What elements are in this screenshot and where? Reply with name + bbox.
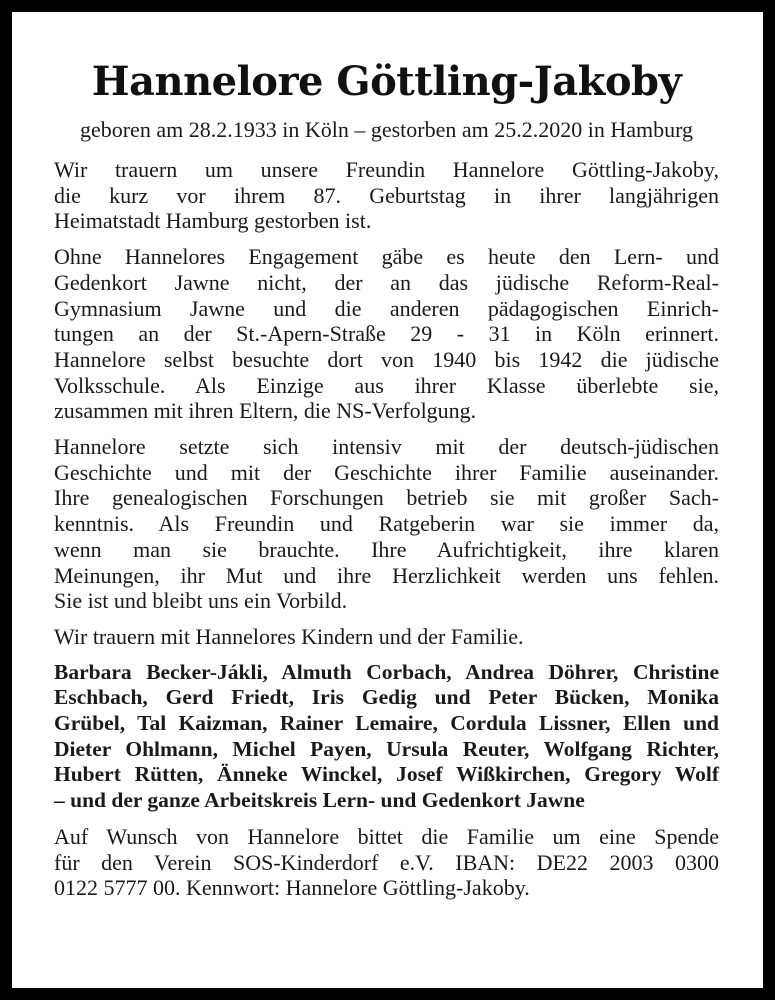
paragraph-mourning xyxy=(54,157,719,234)
mourners-line: Eschbach, Gerd Friedt, Iris Gedig und Peter Bücken, Monika xyxy=(54,685,719,710)
text-line: für den Verein SOS-Kinderdorf e.V. IBAN: DE22 2003 0300 xyxy=(54,849,719,875)
paragraph-biography xyxy=(54,434,719,614)
text-line: Ohne Hannelores Engagement gäbe es heute den Lern- und xyxy=(54,244,719,270)
text-line: Ihre genealogischen Forschungen betrieb sie mit großer Sach- xyxy=(54,485,719,511)
text-line: Auf Wunsch von Hannelore bittet die Familie um eine Spende xyxy=(54,823,719,849)
text-line: kenntnis. Als Freundin und Ratgeberin war sie immer da, xyxy=(54,511,719,537)
text-line: die kurz vor ihrem 87. Geburtstag in ihrer langjährigen xyxy=(54,182,719,208)
text-line: Gymnasium Jawne und die anderen pädagogischen Einrich- xyxy=(54,295,719,321)
mourners-line: Barbara Becker-Jákli, Almuth Corbach, Andrea Döhrer, Christine xyxy=(54,659,719,684)
text-line: Hannelore setzte sich intensiv mit der deutsch-jüdischen xyxy=(54,434,719,460)
text-line: Heimatstadt Hamburg gestorben ist. xyxy=(54,208,372,234)
donation-request xyxy=(54,824,719,901)
text-line: Sie ist und bleibt uns ein Vorbild. xyxy=(54,588,348,614)
text-line: Hannelore selbst besuchte dort von 1940 bis 1942 die jüdische xyxy=(54,346,719,372)
text-line: Geschichte und mit der Geschichte ihrer Familie auseinander. xyxy=(54,459,719,485)
text-line: zusammen mit ihren Eltern, die NS-Verfolgung. xyxy=(54,398,477,424)
mourners-line: – und der ganze Arbeitskreis Lern- und Gedenkort Jawne xyxy=(54,788,585,813)
text-line: Meinungen, ihr Mut und ihre Herzlichkeit werden uns fehlen. xyxy=(54,562,719,588)
mourners-line: Dieter Ohlmann, Michel Payen, Ursula Reuter, Wolfgang Richter, xyxy=(54,736,719,761)
mourners-line: Hubert Rütten, Änneke Winckel, Josef Wißkirchen, Gregory Wolf xyxy=(54,762,719,787)
deceased-name: Hannelore Göttling-Jakoby xyxy=(91,58,682,105)
paragraph-family xyxy=(54,624,719,650)
text-line: wenn man sie brauchte. Ihre Aufrichtigkeit, ihre klaren xyxy=(54,536,719,562)
mourners-line: Grübel, Tal Kaizman, Rainer Lemaire, Cordula Lissner, Ellen und xyxy=(54,711,719,736)
text-line: 0122 5777 00. Kennwort: Hannelore Göttling-Jakoby. xyxy=(54,875,530,901)
text-line: Gedenkort Jawne nicht, der an das jüdische Reform-Real- xyxy=(54,269,719,295)
notice-content xyxy=(54,52,719,901)
paragraph-engagement xyxy=(54,244,719,424)
text-line: Wir trauern mit Hannelores Kindern und der Familie. xyxy=(54,623,524,649)
text-line: tungen an der St.-Apern-Straße 29 - 31 in Köln erinnert. xyxy=(54,321,719,347)
text-line: Wir trauern um unsere Freundin Hannelore Göttling-Jakoby, xyxy=(54,157,719,182)
text-line: Volksschule. Als Einzige aus ihrer Klasse überlebte sie, xyxy=(54,372,719,398)
birth-death-dates: geboren am 28.2.1933 in Köln – gestorben am 25.2.2020 in Hamburg xyxy=(79,117,694,142)
mourners-list xyxy=(54,660,719,814)
